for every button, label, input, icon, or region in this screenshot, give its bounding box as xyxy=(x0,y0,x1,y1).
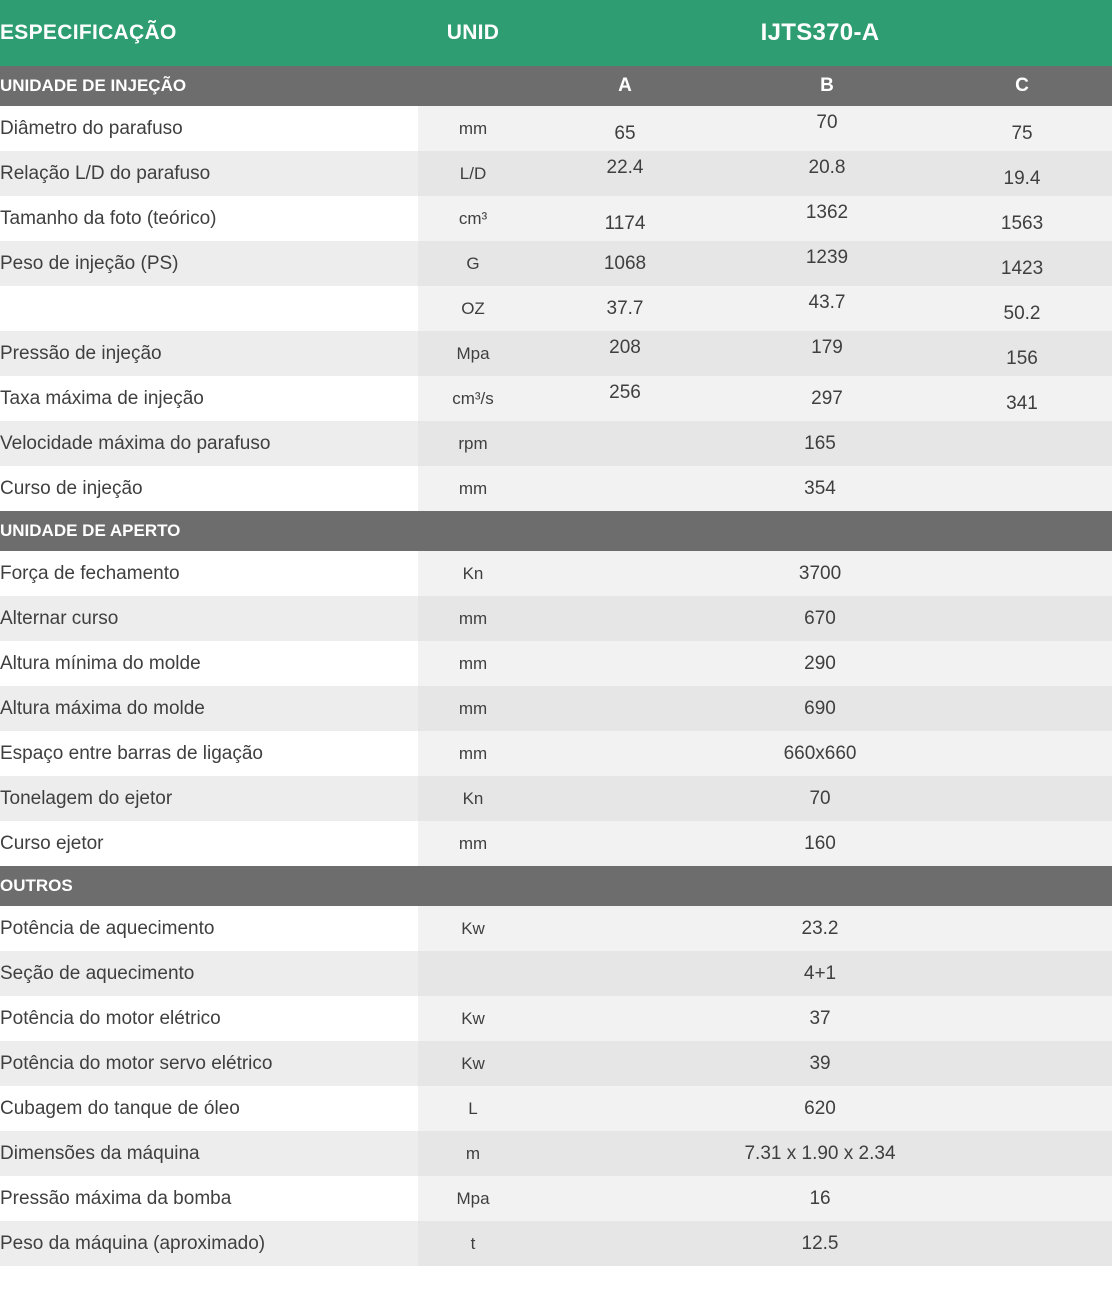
row-unit: mm xyxy=(418,731,528,776)
row-value-a: 208 xyxy=(528,331,722,376)
row-label: Potência do motor servo elétrico xyxy=(0,1041,418,1086)
row-value-b: 1239 xyxy=(722,241,932,286)
row-label: Seção de aquecimento xyxy=(0,951,418,996)
row-label: Diâmetro do parafuso xyxy=(0,106,418,151)
table-row xyxy=(0,951,1112,996)
section-injection-unit-blank xyxy=(418,66,528,106)
table-row xyxy=(0,821,1112,866)
row-label: Espaço entre barras de ligação xyxy=(0,731,418,776)
row-value-a: 65 xyxy=(528,106,722,151)
table-row xyxy=(0,196,1112,241)
row-unit: rpm xyxy=(418,421,528,466)
section-others-label: OUTROS xyxy=(0,866,418,906)
row-label: Peso de injeção (PS) xyxy=(0,241,418,286)
row-unit: L xyxy=(418,1086,528,1131)
row-label xyxy=(0,286,418,331)
row-value: 165 xyxy=(528,421,1112,466)
row-unit: m xyxy=(418,1131,528,1176)
table-row xyxy=(0,641,1112,686)
row-label: Taxa máxima de injeção xyxy=(0,376,418,421)
row-label: Curso ejetor xyxy=(0,821,418,866)
row-value-c: 1563 xyxy=(932,196,1112,241)
row-value: 12.5 xyxy=(528,1221,1112,1266)
table-row xyxy=(0,151,1112,196)
row-unit xyxy=(418,951,528,996)
header-specification: ESPECIFICAÇÃO xyxy=(0,0,418,66)
row-label: Dimensões da máquina xyxy=(0,1131,418,1176)
row-value: 160 xyxy=(528,821,1112,866)
table-row xyxy=(0,906,1112,951)
row-label: Altura máxima do molde xyxy=(0,686,418,731)
row-unit: L/D xyxy=(418,151,528,196)
section-clamping-unit-blank xyxy=(418,511,528,551)
row-unit: OZ xyxy=(418,286,528,331)
section-injection-row xyxy=(0,66,1112,106)
subheader-b: B xyxy=(722,66,932,106)
row-label: Potência do motor elétrico xyxy=(0,996,418,1041)
row-label: Altura mínima do molde xyxy=(0,641,418,686)
section-clamping-row xyxy=(0,511,1112,551)
section-others-unit-blank xyxy=(418,866,528,906)
table-row xyxy=(0,1041,1112,1086)
section-others-value-blank xyxy=(528,866,1112,906)
row-value: 620 xyxy=(528,1086,1112,1131)
row-value: 23.2 xyxy=(528,906,1112,951)
row-unit: mm xyxy=(418,596,528,641)
row-label: Tonelagem do ejetor xyxy=(0,776,418,821)
row-unit: t xyxy=(418,1221,528,1266)
table-row xyxy=(0,1131,1112,1176)
row-value-b: 70 xyxy=(722,106,932,151)
row-value-a: 256 xyxy=(528,376,722,421)
section-clamping-value-blank xyxy=(528,511,1112,551)
row-label: Potência de aquecimento xyxy=(0,906,418,951)
row-value-a: 1174 xyxy=(528,196,722,241)
row-value: 3700 xyxy=(528,551,1112,596)
row-label: Peso da máquina (aproximado) xyxy=(0,1221,418,1266)
subheader-a: A xyxy=(528,66,722,106)
row-value-a: 1068 xyxy=(528,241,722,286)
section-others-row xyxy=(0,866,1112,906)
row-value: 670 xyxy=(528,596,1112,641)
table-row xyxy=(0,996,1112,1041)
row-value-c: 19.4 xyxy=(932,151,1112,196)
row-unit: Kn xyxy=(418,551,528,596)
row-label: Curso de injeção xyxy=(0,466,418,511)
row-value-b: 43.7 xyxy=(722,286,932,331)
section-injection-label: UNIDADE DE INJEÇÃO xyxy=(0,66,418,106)
row-unit: Mpa xyxy=(418,331,528,376)
table-row xyxy=(0,421,1112,466)
table-row xyxy=(0,776,1112,821)
table-row xyxy=(0,241,1112,286)
row-value-b: 20.8 xyxy=(722,151,932,196)
header-model: IJTS370-A xyxy=(528,0,1112,66)
row-value-a: 37.7 xyxy=(528,286,722,331)
row-label: Relação L/D do parafuso xyxy=(0,151,418,196)
table-row xyxy=(0,731,1112,776)
row-value-c: 50.2 xyxy=(932,286,1112,331)
row-value: 39 xyxy=(528,1041,1112,1086)
row-unit: mm xyxy=(418,641,528,686)
table-row xyxy=(0,1176,1112,1221)
row-unit: mm xyxy=(418,821,528,866)
row-unit: Kw xyxy=(418,996,528,1041)
row-value: 4+1 xyxy=(528,951,1112,996)
table-row xyxy=(0,1086,1112,1131)
row-value-c: 341 xyxy=(932,376,1112,421)
row-label: Cubagem do tanque de óleo xyxy=(0,1086,418,1131)
row-value: 290 xyxy=(528,641,1112,686)
row-unit: mm xyxy=(418,686,528,731)
table-row xyxy=(0,106,1112,151)
table-row xyxy=(0,286,1112,331)
subheader-c: C xyxy=(932,66,1112,106)
row-label: Alternar curso xyxy=(0,596,418,641)
row-value: 37 xyxy=(528,996,1112,1041)
section-clamping-label: UNIDADE DE APERTO xyxy=(0,511,418,551)
row-unit: Kn xyxy=(418,776,528,821)
row-unit: Kw xyxy=(418,906,528,951)
row-value-c: 156 xyxy=(932,331,1112,376)
row-value: 354 xyxy=(528,466,1112,511)
row-unit: mm xyxy=(418,106,528,151)
row-value-a: 22.4 xyxy=(528,151,722,196)
row-label: Força de fechamento xyxy=(0,551,418,596)
row-value: 7.31 x 1.90 x 2.34 xyxy=(528,1131,1112,1176)
table-row xyxy=(0,686,1112,731)
row-unit: cm³ xyxy=(418,196,528,241)
header-unit: UNID xyxy=(418,0,528,66)
row-label: Velocidade máxima do parafuso xyxy=(0,421,418,466)
table-row xyxy=(0,551,1112,596)
table-header-row xyxy=(0,0,1112,66)
row-label: Pressão de injeção xyxy=(0,331,418,376)
row-unit: Kw xyxy=(418,1041,528,1086)
row-value: 16 xyxy=(528,1176,1112,1221)
row-value-b: 179 xyxy=(722,331,932,376)
row-value-b: 1362 xyxy=(722,196,932,241)
row-value: 690 xyxy=(528,686,1112,731)
table-row xyxy=(0,331,1112,376)
row-label: Tamanho da foto (teórico) xyxy=(0,196,418,241)
row-value: 70 xyxy=(528,776,1112,821)
row-value-c: 1423 xyxy=(932,241,1112,286)
table-row xyxy=(0,1221,1112,1266)
row-unit: cm³/s xyxy=(418,376,528,421)
row-value-c: 75 xyxy=(932,106,1112,151)
row-unit: Mpa xyxy=(418,1176,528,1221)
row-value-b: 297 xyxy=(722,376,932,421)
row-label: Pressão máxima da bomba xyxy=(0,1176,418,1221)
row-unit: mm xyxy=(418,466,528,511)
row-value: 660x660 xyxy=(528,731,1112,776)
table-row xyxy=(0,466,1112,511)
row-unit: G xyxy=(418,241,528,286)
table-row xyxy=(0,376,1112,421)
table-row xyxy=(0,596,1112,641)
